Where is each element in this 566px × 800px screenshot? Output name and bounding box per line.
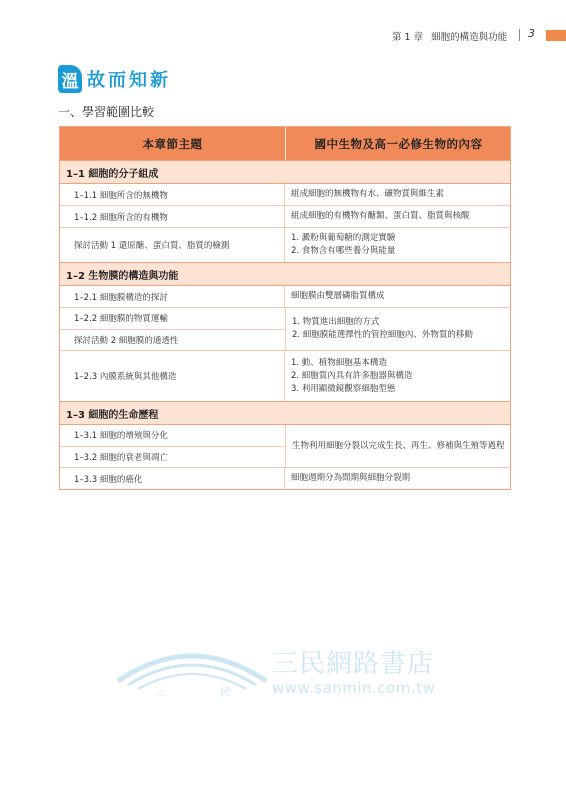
group-title: 1–2 生物膜的構造與功能 bbox=[60, 262, 510, 285]
watermark-name: 三民網路書店 bbox=[272, 649, 435, 679]
watermark-char: 民 bbox=[220, 685, 231, 698]
row-content bbox=[285, 184, 510, 205]
table-row bbox=[60, 307, 510, 350]
content-line: 2. 食物含有哪些養分與能量 bbox=[291, 246, 396, 256]
row-topic: 1–2.1 細胞膜構造的探討 bbox=[60, 286, 285, 307]
content-line: 3. 利用顯微鏡觀察細胞型態 bbox=[291, 383, 396, 394]
table-row bbox=[60, 467, 510, 489]
row-content bbox=[285, 228, 510, 262]
comparison-table bbox=[59, 126, 511, 490]
table-row bbox=[60, 350, 510, 401]
chapter-label: 第 1 章 bbox=[392, 32, 424, 43]
row-topic: 探討活動 2 細胞膜的通透性 bbox=[60, 329, 285, 351]
watermark-url: www.sanmin.com.tw bbox=[272, 679, 436, 697]
table-row bbox=[60, 205, 510, 227]
content-line: 1. 物質進出細胞的方式 bbox=[292, 317, 380, 327]
review-title: 故而知新 bbox=[87, 70, 171, 91]
group-title: 1–1 細胞的分子組成 bbox=[60, 160, 510, 183]
table-row bbox=[60, 227, 510, 262]
row-topic-stack bbox=[60, 308, 286, 350]
watermark bbox=[112, 641, 472, 705]
row-content bbox=[285, 351, 510, 401]
table-header bbox=[60, 127, 510, 160]
row-topic: 1–1.1 細胞所含的無機物 bbox=[60, 184, 285, 205]
content-line: 2. 細胞質內具有許多胞器與構造 bbox=[291, 370, 413, 381]
content-line: 1. 動、植物細胞基本構造 bbox=[291, 357, 387, 368]
content-line: 1. 澱粉與葡萄糖的測定實驗 bbox=[291, 233, 396, 243]
content-line: 組成細胞的無機物有水、礦物質與維生素 bbox=[291, 189, 445, 199]
row-content bbox=[285, 468, 510, 489]
row-content bbox=[286, 308, 511, 350]
row-content bbox=[286, 425, 511, 467]
content-line: 組成細胞的有機物有醣類、蛋白質、脂質與核酸 bbox=[291, 211, 470, 221]
row-topic: 1–3.3 細胞的癌化 bbox=[60, 468, 285, 489]
section-title: 一、學習範圍比較 bbox=[58, 105, 155, 119]
chapter-title: 細胞的構造與功能 bbox=[431, 32, 508, 43]
header-content: 國中生物及高一必修生物的內容 bbox=[285, 127, 511, 160]
row-topic: 探討活動 1 還原醣、蛋白質、脂質的檢測 bbox=[60, 228, 285, 262]
row-topic-stack bbox=[60, 425, 286, 467]
content-line: 生物利用細胞分裂以完成生長、再生、修補與生殖等過程 bbox=[292, 440, 505, 451]
watermark-logo-icon bbox=[112, 641, 272, 705]
table-row bbox=[60, 285, 510, 307]
content-line: 細胞週期分為間期與細胞分裂期 bbox=[291, 473, 411, 483]
review-badge-icon: 溫 bbox=[58, 65, 82, 93]
row-topic: 1–2.3 內膜系統與其他構造 bbox=[60, 351, 285, 401]
running-header bbox=[392, 29, 507, 43]
row-topic: 1–3.2 細胞的衰老與凋亡 bbox=[60, 446, 285, 468]
table-row bbox=[60, 424, 510, 467]
row-content bbox=[285, 206, 510, 227]
header-divider bbox=[519, 29, 520, 41]
content-line: 細胞膜由雙層磷脂質構成 bbox=[291, 291, 385, 301]
row-topic: 1–2.2 細胞膜的物質運輸 bbox=[74, 314, 168, 325]
header-topic: 本章節主題 bbox=[142, 136, 203, 151]
header-accent-bar bbox=[546, 30, 566, 41]
row-topic: 1–3.1 細胞的增殖與分化 bbox=[74, 431, 168, 442]
page-number: 3 bbox=[528, 27, 535, 40]
watermark-char: 三 bbox=[154, 685, 165, 698]
group-title: 1–3 細胞的生命歷程 bbox=[60, 401, 510, 424]
row-content bbox=[285, 286, 510, 307]
row-topic: 1–1.2 細胞所含的有機物 bbox=[60, 206, 285, 227]
review-heading bbox=[58, 65, 171, 93]
table-row bbox=[60, 183, 510, 205]
content-line: 2. 細胞膜能選擇性的管控細胞內、外物質的移動 bbox=[292, 330, 473, 340]
